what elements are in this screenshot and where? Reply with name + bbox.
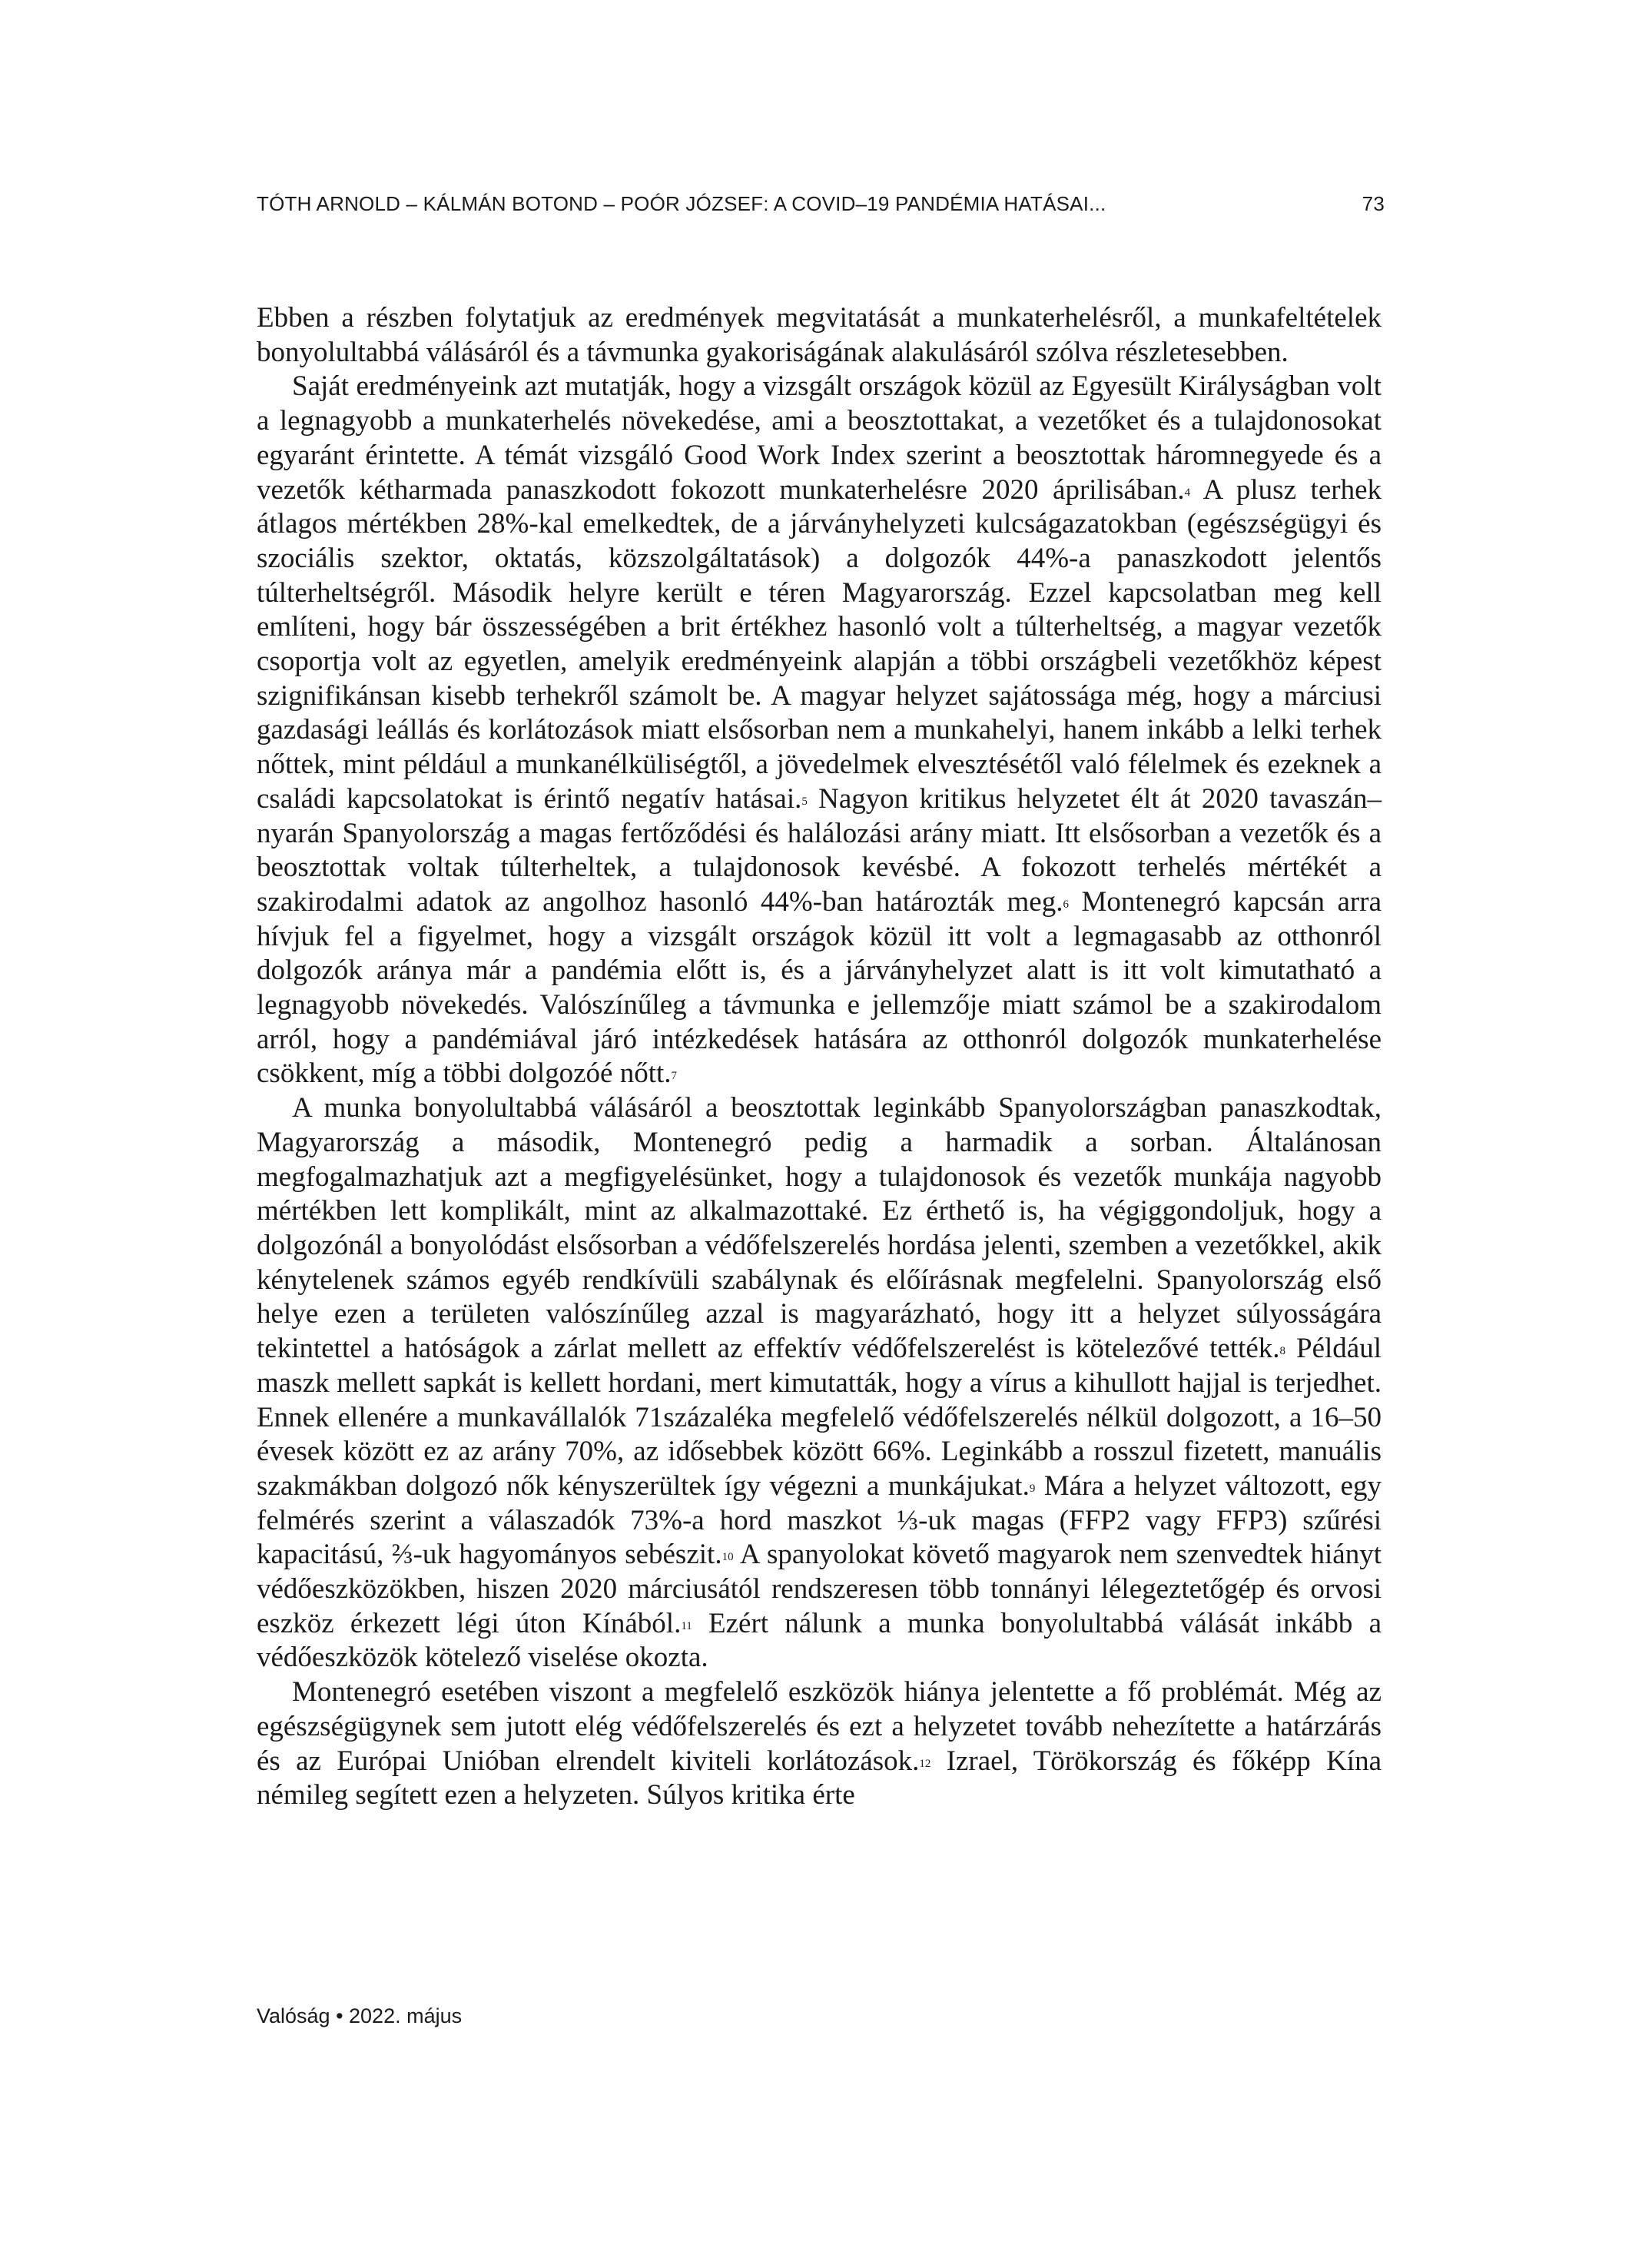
running-header bbox=[257, 192, 1385, 223]
footnote-marker: 5 bbox=[801, 795, 808, 808]
footnote-marker: 6 bbox=[1063, 898, 1069, 911]
footnote-marker: 11 bbox=[681, 1619, 692, 1632]
paragraph-text: A plusz terhek átlagos mértékben 28%-kal emelkedtek, de a járványhelyzeti kulcságazatokban (egészségügyi és szociális szektor, oktatás, közszolgáltatások) a dolgozók 44%-a panaszkodott jelentős túlterheltségről. Második helyre került e téren Magyarország. Ezzel kapcsolatban meg kell említeni, hogy bár összességében a brit értékhez hasonló volt a túlterheltség, a magyar vezetők csoportja volt az egyetlen, amelyik eredményeink alapján a többi országbeli vezetőkhöz képest szignifikánsan kisebb terhekről számolt be. A magyar helyzet sajátossága még, hogy a márciusi gazdasági leállás és korlátozások miatt elsősorban nem a munkahelyi, hanem inkább a lelki terhek nőttek, mint például a munkanélküliségtől, a jövedelmek elvesztésétől való félelmek és ezeknek a családi kapcsolatokat is érintő negatív hatásai. bbox=[257, 473, 1382, 815]
footnote-marker: 8 bbox=[1279, 1345, 1286, 1358]
page-number: 73 bbox=[1362, 192, 1385, 215]
body-paragraph bbox=[257, 301, 1382, 370]
paragraph-text: A spanyolokat követő magyarok nem szenvedtek hiányt védőeszközökben, hiszen 2020 márciusától rendszeresen több tonnányi lélegeztetőgép és orvosi eszköz érkezett légi úton Kínából. bbox=[257, 1539, 1382, 1639]
paragraph-text: Ezért nálunk a munka bonyolultabbá válását inkább a védőeszközök kötelező viselése okozta. bbox=[257, 1607, 1382, 1674]
article-body bbox=[257, 301, 1382, 1813]
body-paragraph bbox=[257, 370, 1382, 1091]
body-paragraph bbox=[257, 1675, 1382, 1813]
footnote-marker: 7 bbox=[671, 1070, 677, 1083]
page-footer: Valóság • 2022. május bbox=[257, 2004, 463, 2027]
paragraph-text: Ebben a részben folytatjuk az eredmények megvitatását a munkaterhelésről, a munkafeltételek bonyolultabbá válásáról és a távmunka gyakoriságának alakulásáról szólva részletesebben. bbox=[257, 302, 1382, 368]
paragraph-text: Saját eredményeink azt mutatják, hogy a vizsgált országok közül az Egyesült Királyságban volt a legnagyobb a munkaterhelés növekedése, ami a beosztottakat, a vezetőket és a tulajdonosokat egyaránt érintette. A témát vizsgáló Good Work Index szerint a beosztottak háromnegyede és a vezetők kétharmada panaszkodott fokozott munkaterhelésre 2020 áprilisában. bbox=[257, 370, 1382, 506]
paragraph-text: Például maszk mellett sapkát is kellett hordani, mert kimutatták, hogy a vírus a kihullott hajjal is terjedhet. Ennek ellenére a munkavállalók 71százaléka megfelelő védőfelszerelés nélkül dolgozott, a 16–50 évesek között ez az arány 70%, az idősebbek között 66%. Leginkább a rosszul fizetett, manuális szakmákban dolgozó nők kényszerültek így végezni a munkájukat. bbox=[257, 1333, 1382, 1502]
footnote-marker: 12 bbox=[919, 1757, 931, 1770]
paragraph-text: A munka bonyolultabbá válásáról a beosztottak leginkább Spanyolországban panaszkodtak, Magyarország a második, Montenegró pedig a harmadik a sorban. Általánosan megfogalmazhatjuk azt a megfigyelésünket, hogy a tulajdonosok és vezetők munkája nagyobb mértékben lett komplikált, mint az alkalmazottaké. Ez érthető is, ha végiggondoljuk, hogy a dolgozónál a bonyolódást elsősorban a védőfelszerelés hordása jelenti, szemben a vezetőkkel, akik kénytelenek számos egyéb rendkívüli szabálynak és előírásnak megfelelni. Spanyolország első helye ezen a területen valószínűleg azzal is magyarázható, hogy itt a helyzet súlyosságára tekintettel a hatóságok a zárlat mellett az effektív védőfelszerelést is kötelezővé tették. bbox=[257, 1092, 1382, 1365]
paragraph-text: Mára a helyzet változott, egy felmérés szerint a válaszadók 73%-a hord maszkot ⅓-uk magas (FFP2 vagy FFP3) szűrési kapacitású, ⅔-uk hagyományos sebészit. bbox=[257, 1469, 1382, 1571]
paragraph-text: Nagyon kritikus helyzetet élt át 2020 tavaszán–nyarán Spanyolország a magas fertőződési és halálozási arány miatt. Itt elsősorban a vezetők és a beosztottak voltak túlterheltek, a tulajdonosok kevésbé. A fokozott terhelés mértékét a szakirodalmi adatok az angolhoz hasonló 44%-ban határozták meg. bbox=[257, 782, 1382, 918]
paragraph-text: Montenegró kapcsán arra hívjuk fel a figyelmet, hogy a vizsgált országok közül itt volt a legmagasabb az otthonról dolgozók aránya már a pandémia előtt is, és a járványhelyzet alatt is itt volt kimutatható a legnagyobb növekedés. Valószínűleg a távmunka e jellemzője miatt számol be a szakirodalom arról, hogy a pandémiával járó intézkedések hatására az otthonról dolgozók munkaterhelése csökkent, míg a többi dolgozóé nőtt. bbox=[257, 885, 1382, 1090]
running-header-title: TÓTH ARNOLD – KÁLMÁN BOTOND – POÓR JÓZSEF: A COVID–19 PANDÉMIA HATÁSAI... bbox=[257, 192, 1106, 215]
paragraph-text: Izrael, Törökország és főképp Kína némileg segített ezen a helyzeten. Súlyos kritika érte bbox=[257, 1745, 1382, 1811]
footnote-marker: 4 bbox=[1184, 486, 1191, 499]
footnote-marker: 10 bbox=[721, 1551, 734, 1564]
paragraph-text: Montenegró esetében viszont a megfelelő eszközök hiánya jelentette a fő problémát. Még az egészségügynek sem jutott elég védőfelszerelés és ezt a helyzetet tovább nehezítette a határzárás és az Európai Unióban elrendelt kiviteli korlátozások. bbox=[257, 1676, 1382, 1777]
footnote-marker: 9 bbox=[1029, 1482, 1036, 1495]
body-paragraph bbox=[257, 1091, 1382, 1675]
